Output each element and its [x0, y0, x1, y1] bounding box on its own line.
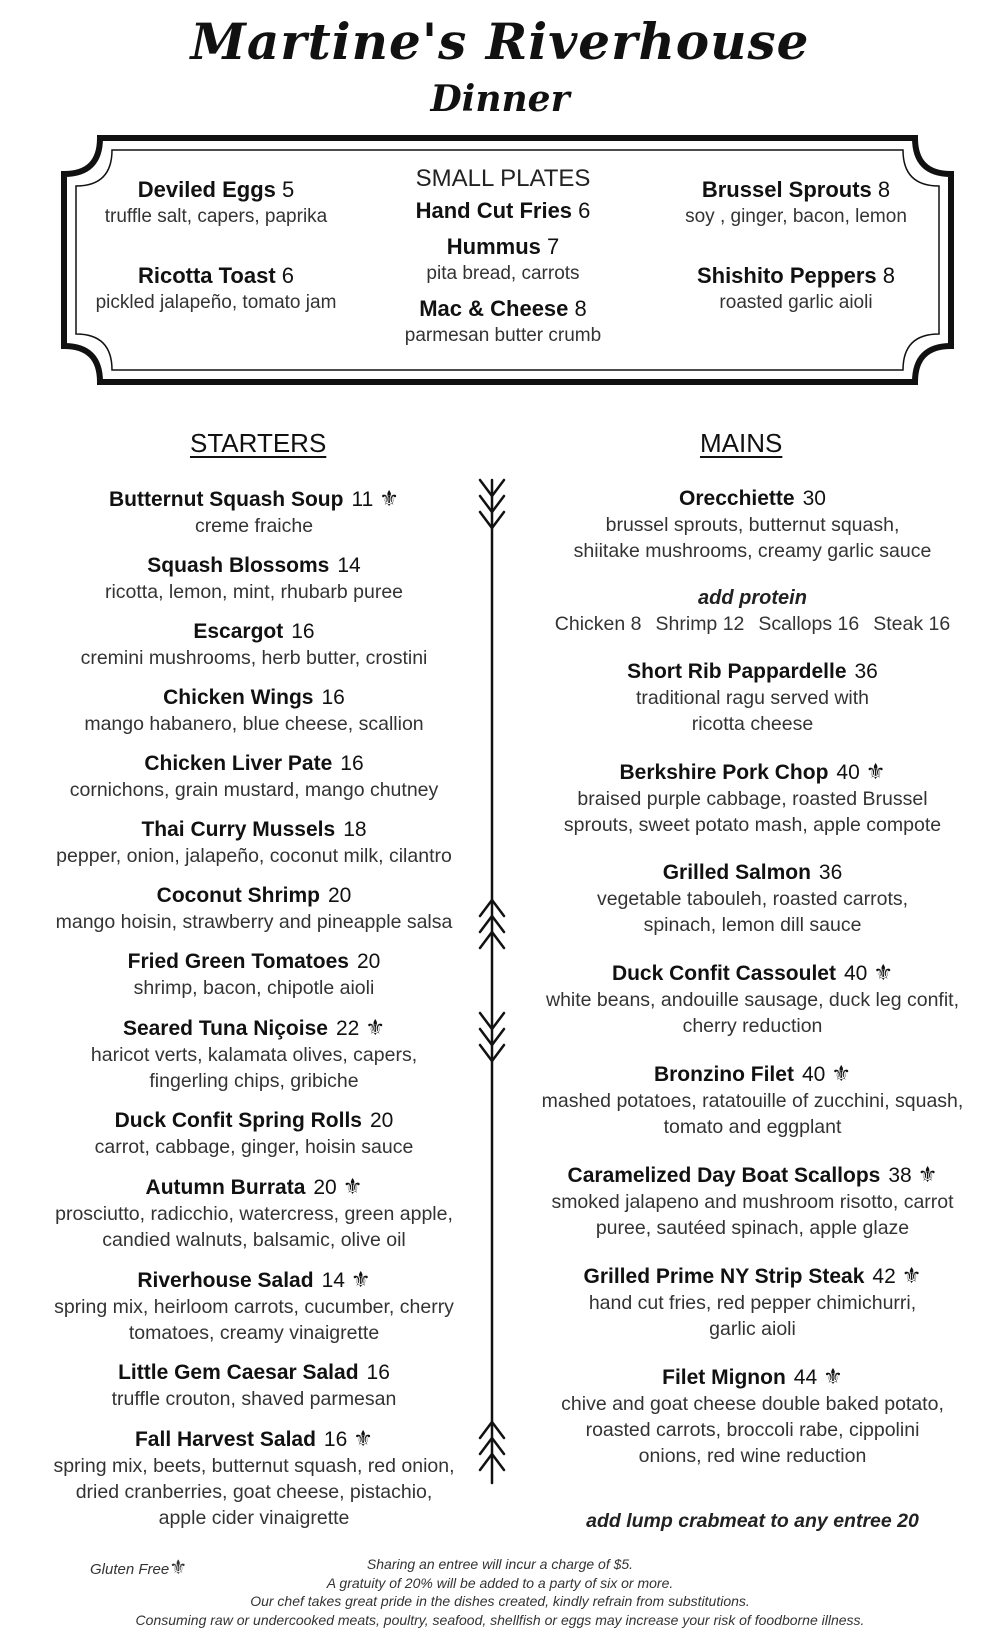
dish-description: prosciutto, radicchio, watercress, green apple, [55, 1203, 453, 1225]
dish-name [520, 1161, 985, 1189]
small-plate-item [66, 262, 366, 316]
gluten-free-icon: ⚜ [350, 1267, 371, 1292]
gluten-free-icon: ⚜ [917, 1162, 938, 1187]
footer-note: Sharing an entree will incur a charge of $5. [366, 1556, 634, 1572]
dish-name [9, 750, 499, 777]
dish-name [9, 1359, 499, 1386]
dish-name-text: Thai Curry Mussels [141, 818, 336, 841]
dish-name-text: Grilled Salmon [662, 861, 811, 884]
dish-name-text: Chicken Wings [163, 686, 314, 709]
dish-price: 30 [802, 487, 826, 510]
dish-name-text: Butternut Squash Soup [108, 488, 344, 511]
dish-description: apple cider vinaigrette [158, 1507, 350, 1529]
small-plates-center [353, 165, 653, 349]
dish-name [9, 1425, 499, 1453]
protein-option: Steak 16 [873, 613, 951, 635]
dish-name-text: Duck Confit Cassoulet [611, 962, 836, 985]
menu-item [9, 882, 499, 935]
dish-description: braised purple cabbage, roasted Brussel [577, 788, 928, 810]
dish-name-text: Autumn Burrata [145, 1176, 306, 1199]
menu-item [520, 1363, 985, 1469]
dish-name-text: Little Gem Caesar Salad [118, 1361, 359, 1384]
dish-description: candied walnuts, balsamic, olive oil [102, 1229, 406, 1251]
small-plate-item [353, 197, 653, 225]
dish-price: 8 [574, 296, 587, 321]
dish-description: vegetable tabouleh, roasted carrots, [596, 888, 909, 910]
dish-name-text: Brussel Sprouts [701, 177, 872, 202]
menu-item [9, 750, 499, 803]
dish-description: cornichons, grain mustard, mango chutney [69, 779, 439, 801]
dish-description: ricotta, lemon, mint, rhubarb puree [104, 581, 404, 603]
dish-name-text: Seared Tuna Niçoise [122, 1017, 328, 1040]
dish-name-text: Squash Blossoms [147, 554, 330, 577]
dish-price: 16 [366, 1361, 390, 1384]
dish-description: white beans, andouille sausage, duck leg confit, [545, 989, 960, 1011]
protein-option: Scallops 16 [758, 613, 860, 635]
gluten-free-icon: ⚜ [901, 1263, 922, 1288]
dish-name [646, 262, 946, 290]
dish-name [520, 485, 985, 512]
dish-name [353, 197, 653, 225]
dish-price: 8 [877, 177, 891, 202]
dish-description: sprouts, sweet potato mash, apple compote [563, 814, 942, 836]
dish-description: truffle crouton, shaved parmesan [111, 1388, 397, 1410]
dish-name [9, 948, 499, 975]
mains-heading: MAINS [700, 428, 783, 458]
dish-description: shrimp, bacon, chipotle aioli [133, 977, 375, 999]
dish-price: 22 [335, 1017, 360, 1040]
dish-name [66, 262, 366, 290]
add-protein-block [520, 585, 985, 637]
dish-price: 18 [343, 818, 367, 841]
dish-price: 20 [327, 884, 352, 907]
dish-name [9, 618, 499, 645]
dish-name [9, 816, 499, 843]
dish-price: 40 [801, 1063, 826, 1086]
dish-name-text: Deviled Eggs [137, 177, 276, 202]
dish-name [9, 1266, 499, 1294]
dish-name-text: Riverhouse Salad [137, 1269, 314, 1292]
footer-note: Our chef takes great pride in the dishes created, kindly refrain from substitutions. [250, 1593, 750, 1609]
footer-note: A gratuity of 20% will be added to a party of six or more. [326, 1574, 674, 1591]
dish-name-text: Escargot [193, 620, 284, 643]
fleur-de-lis-icon: ⚜ [169, 1557, 188, 1579]
small-plates-right [646, 176, 946, 316]
dish-description: mango hoisin, strawberry and pineapple salsa [55, 911, 453, 933]
dish-name-text: Hand Cut Fries [415, 198, 573, 223]
dish-price: 6 [281, 263, 295, 288]
dish-name-text: Grilled Prime NY Strip Steak [583, 1265, 865, 1288]
dish-description: tomato and eggplant [663, 1116, 842, 1138]
menu-item [9, 1107, 499, 1160]
dish-name [353, 233, 653, 261]
crabmeat-addon-note: add lump crabmeat to any entree 20 [586, 1510, 919, 1532]
dish-description: chive and goat cheese double baked potato, [561, 1393, 944, 1415]
starters-heading: STARTERS [190, 428, 327, 458]
dish-description: spring mix, heirloom carrots, cucumber, cherry [54, 1296, 454, 1318]
dish-price: 7 [547, 234, 560, 259]
menu-item [9, 552, 499, 605]
gluten-free-icon: ⚜ [353, 1426, 373, 1451]
protein-option: Shrimp 12 [655, 613, 745, 635]
dish-price: 38 [888, 1164, 912, 1187]
dish-price: 40 [843, 962, 868, 985]
small-plates-left [66, 176, 366, 316]
dish-name-text: Chicken Liver Pate [144, 752, 333, 775]
dish-price: 36 [854, 660, 878, 683]
dish-price: 20 [313, 1176, 337, 1199]
dish-name [520, 859, 985, 886]
menu-item [520, 959, 985, 1039]
dish-name-text: Coconut Shrimp [156, 884, 320, 907]
restaurant-name: Martine's Riverhouse [190, 12, 810, 71]
dish-name [9, 485, 499, 513]
dish-description: parmesan butter crumb [404, 325, 602, 346]
dish-description: cherry reduction [682, 1015, 823, 1037]
dish-description: soy , ginger, bacon, lemon [685, 206, 907, 227]
dish-description: dried cranberries, goat cheese, pistachio, [75, 1481, 433, 1503]
mains-list [520, 485, 985, 1490]
dish-name [520, 658, 985, 685]
dish-name-text: Hummus [446, 234, 541, 259]
dish-description: spring mix, beets, butternut squash, red onion, [53, 1455, 455, 1477]
footer-notes [0, 1555, 1000, 1629]
gluten-free-icon: ⚜ [379, 486, 400, 511]
dish-name-text: Shishito Peppers [696, 263, 877, 288]
dish-price: 8 [882, 263, 896, 288]
add-protein-heading: add protein [698, 587, 807, 609]
dish-description: creme fraiche [194, 515, 314, 537]
dish-name [9, 1014, 499, 1042]
gluten-free-icon: ⚜ [342, 1174, 363, 1199]
small-plate-item [646, 176, 946, 230]
menu-item [9, 816, 499, 869]
dish-description: spinach, lemon dill sauce [643, 914, 862, 936]
add-protein-options [520, 611, 985, 637]
dish-name [9, 1107, 499, 1134]
dish-name [9, 552, 499, 579]
menu-item [9, 948, 499, 1001]
menu-item [9, 1014, 499, 1094]
menu-item [520, 485, 985, 564]
menu-item [9, 1173, 499, 1253]
menu-item [9, 618, 499, 671]
dish-price: 16 [321, 686, 345, 709]
footer-note: Consuming raw or undercooked meats, poultry, seafood, shellfish or eggs may increase your risk of foodborne illness. [135, 1611, 865, 1628]
dish-name [646, 176, 946, 204]
dish-description: truffle salt, capers, paprika [104, 206, 328, 227]
dish-name [520, 1060, 985, 1088]
dish-price: 42 [872, 1265, 896, 1288]
menu-item [520, 658, 985, 737]
menu-title: Dinner [430, 78, 570, 120]
dish-description: shiitake mushrooms, creamy garlic sauce [573, 540, 932, 562]
small-plate-item [66, 176, 366, 230]
dish-name-text: Bronzino Filet [653, 1063, 794, 1086]
menu-item [520, 1262, 985, 1342]
menu-item [520, 758, 985, 838]
dish-description: roasted carrots, broccoli rabe, cippolini [585, 1419, 920, 1441]
dish-description: mashed potatoes, ratatouille of zucchini, squash, [541, 1090, 964, 1112]
dish-description: carrot, cabbage, ginger, hoisin sauce [94, 1136, 414, 1158]
dish-description: fingerling chips, gribiche [149, 1070, 359, 1092]
menu-item [9, 485, 499, 539]
dish-price: 16 [323, 1428, 348, 1451]
dish-price: 40 [836, 761, 860, 784]
dish-name [66, 176, 366, 204]
gluten-free-icon: ⚜ [865, 759, 886, 784]
dish-description: puree, sautéed spinach, apple glaze [595, 1217, 910, 1239]
dish-name-text: Duck Confit Spring Rolls [114, 1109, 362, 1132]
dish-name [520, 758, 985, 786]
dish-name [9, 1173, 499, 1201]
dish-description: smoked jalapeno and mushroom risotto, carrot [551, 1191, 954, 1213]
dish-price: 14 [321, 1269, 345, 1292]
dish-name [9, 882, 499, 909]
dish-price: 6 [578, 198, 591, 223]
dish-name [353, 295, 653, 323]
dish-name-text: Ricotta Toast [137, 263, 276, 288]
menu-item [9, 1425, 499, 1531]
small-plate-item [353, 295, 653, 349]
dish-name [520, 1262, 985, 1290]
protein-option: Chicken 8 [554, 613, 642, 635]
dish-name-text: Orecchiette [679, 487, 795, 510]
dish-description: ricotta cheese [691, 713, 814, 735]
dish-name [9, 684, 499, 711]
small-plate-item [646, 262, 946, 316]
dish-name-text: Mac & Cheese [419, 296, 569, 321]
dish-name-text: Fried Green Tomatoes [127, 950, 349, 973]
dish-price: 44 [793, 1366, 818, 1389]
menu-item [9, 684, 499, 737]
dish-description: mango habanero, blue cheese, scallion [84, 713, 424, 735]
dish-price: 16 [291, 620, 315, 643]
dish-price: 14 [337, 554, 361, 577]
dish-price: 16 [340, 752, 364, 775]
dish-name [520, 1363, 985, 1391]
dish-description: tomatoes, creamy vinaigrette [128, 1322, 380, 1344]
menu-item [520, 859, 985, 938]
gluten-free-icon: ⚜ [873, 960, 894, 985]
gluten-free-icon: ⚜ [831, 1061, 852, 1086]
menu-item [520, 1161, 985, 1241]
gluten-free-label: Gluten Free [90, 1561, 170, 1578]
menu-item [9, 1359, 499, 1412]
dish-name-text: Fall Harvest Salad [134, 1428, 316, 1451]
dish-description: brussel sprouts, butternut squash, [605, 514, 900, 536]
dish-description: roasted garlic aioli [719, 292, 873, 313]
gluten-free-icon: ⚜ [823, 1364, 843, 1389]
dish-description: pita bread, carrots [426, 263, 580, 284]
dish-name-text: Short Rib Pappardelle [627, 660, 847, 683]
dish-description: garlic aioli [709, 1318, 796, 1340]
dish-name-text: Caramelized Day Boat Scallops [567, 1164, 881, 1187]
dish-price: 11 [351, 488, 374, 511]
starters-list [9, 485, 499, 1544]
dish-price: 5 [282, 177, 295, 202]
dish-description: pickled jalapeño, tomato jam [95, 292, 337, 313]
small-plates-heading: SMALL PLATES [415, 165, 591, 192]
dish-description: onions, red wine reduction [638, 1445, 867, 1467]
dish-description: traditional ragu served with [635, 687, 870, 709]
dish-price: 20 [369, 1109, 394, 1132]
dish-name [520, 959, 985, 987]
gluten-free-icon: ⚜ [365, 1015, 386, 1040]
dish-name-text: Filet Mignon [662, 1366, 786, 1389]
dish-name-text: Berkshire Pork Chop [619, 761, 829, 784]
small-plate-item [353, 233, 653, 287]
menu-item [9, 1266, 499, 1346]
dish-description: pepper, onion, jalapeño, coconut milk, cilantro [56, 845, 452, 867]
dish-description: cremini mushrooms, herb butter, crostini [80, 647, 428, 669]
dish-description: haricot verts, kalamata olives, capers, [90, 1044, 418, 1066]
dish-description: hand cut fries, red pepper chimichurri, [588, 1292, 917, 1314]
dish-price: 20 [356, 950, 381, 973]
menu-item [520, 1060, 985, 1140]
dish-price: 36 [818, 861, 843, 884]
